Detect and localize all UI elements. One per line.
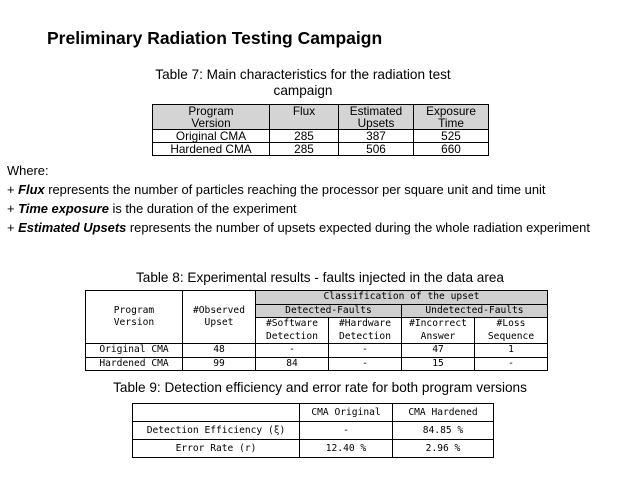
table7-header-row xyxy=(153,105,489,130)
definition-item: + Flux represents the number of particles reaching the processor per square unit and time unit xyxy=(7,182,546,197)
table7-caption xyxy=(150,67,456,99)
table8-undetected-header: Undetected-Faults xyxy=(402,304,548,318)
table-cell: Original CMA xyxy=(86,344,183,358)
table9-header-cell: CMA Hardened xyxy=(393,404,494,422)
table8-detected-header: Detected-Faults xyxy=(256,304,402,318)
table-cell: 15 xyxy=(402,357,475,371)
table9-header-cell: CMA Original xyxy=(300,404,393,422)
table7-header-cell: Flux xyxy=(270,105,339,130)
table-cell: 99 xyxy=(183,357,256,371)
table-cell: 84.85 % xyxy=(393,422,494,440)
table8-header-cell: #Observed Upset xyxy=(183,291,256,344)
table-row xyxy=(153,130,489,143)
table-cell: 506 xyxy=(339,143,414,156)
table-cell: 660 xyxy=(414,143,489,156)
table-cell: 47 xyxy=(402,344,475,358)
table-cell: - xyxy=(329,357,402,371)
slide-title: Preliminary Radiation Testing Campaign xyxy=(47,28,383,48)
table-row xyxy=(153,143,489,156)
table-row xyxy=(86,344,548,358)
table-cell: - xyxy=(300,422,393,440)
table-cell: 84 xyxy=(256,357,329,371)
table-cell: 387 xyxy=(339,130,414,143)
definition-term: Time exposure xyxy=(18,201,109,216)
table-row xyxy=(86,357,548,371)
table8-header-row xyxy=(86,291,548,305)
table8 xyxy=(85,290,548,371)
table8-header-cell: Program Version xyxy=(86,291,183,344)
table-cell: Error Rate (r) xyxy=(133,440,300,458)
table9-caption: Table 9: Detection efficiency and error rate for both program versions xyxy=(113,380,527,395)
table-cell: - xyxy=(256,344,329,358)
table-cell: Hardened CMA xyxy=(86,357,183,371)
table-cell: - xyxy=(329,344,402,358)
definition-term: Estimated Upsets xyxy=(18,220,127,235)
table7 xyxy=(152,104,489,156)
table-cell: Hardened CMA xyxy=(153,143,270,156)
table8-caption: Table 8: Experimental results - faults injected in the data area xyxy=(136,270,504,285)
table7-header-cell: Estimated Upsets xyxy=(339,105,414,130)
table-cell: 2.96 % xyxy=(393,440,494,458)
table-cell: 285 xyxy=(270,143,339,156)
table-cell: 48 xyxy=(183,344,256,358)
table8-header-cell: #Incorrect Answer xyxy=(402,318,475,344)
table-cell: 12.40 % xyxy=(300,440,393,458)
table7-caption-line1: Table 7: Main characteristics for the radiation test xyxy=(155,67,451,82)
table7-caption-line2: campaign xyxy=(273,83,333,98)
table9-header-row xyxy=(133,404,494,422)
table9 xyxy=(132,403,494,458)
definitions-text xyxy=(7,161,632,237)
table7-header-cell: Program Version xyxy=(153,105,270,130)
table8-header-cell: #Hardware Detection xyxy=(329,318,402,344)
definition-term: Flux xyxy=(18,182,45,197)
table-row xyxy=(133,440,494,458)
table-cell: - xyxy=(475,357,548,371)
definition-item: + Time exposure is the duration of the experiment xyxy=(7,201,297,216)
table9-header-cell xyxy=(133,404,300,422)
table-cell: 1 xyxy=(475,344,548,358)
table8-header-cell: #Software Detection xyxy=(256,318,329,344)
table8-classification-header: Classification of the upset xyxy=(256,291,548,305)
table-cell: 525 xyxy=(414,130,489,143)
table8-header-cell: #Loss Sequence xyxy=(475,318,548,344)
definition-item: + Estimated Upsets represents the number of upsets expected during the whole radiation experiment xyxy=(7,220,590,235)
table-row xyxy=(133,422,494,440)
where-label: Where: xyxy=(7,163,49,178)
table-cell: Detection Efficiency (ξ) xyxy=(133,422,300,440)
table-cell: 285 xyxy=(270,130,339,143)
table7-header-cell: Exposure Time xyxy=(414,105,489,130)
table-cell: Original CMA xyxy=(153,130,270,143)
